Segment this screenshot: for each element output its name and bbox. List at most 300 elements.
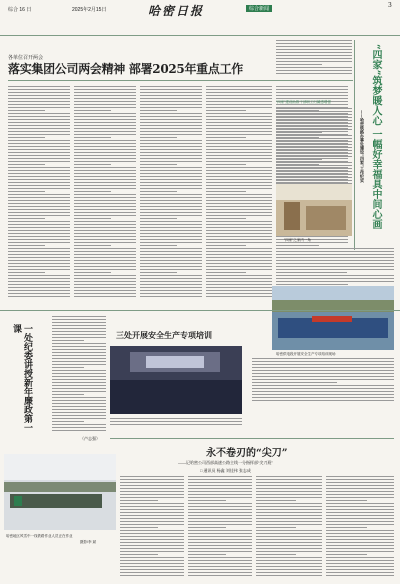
right-body-bottom — [276, 248, 394, 284]
text-line — [74, 104, 136, 105]
text-line — [120, 566, 184, 567]
text-line — [206, 137, 246, 138]
text-line — [140, 227, 202, 228]
text-line — [252, 364, 394, 365]
text-line — [252, 388, 394, 389]
text-line — [206, 158, 272, 159]
text-line — [276, 248, 394, 249]
text-line — [140, 230, 202, 231]
text-line — [74, 155, 136, 156]
text-line — [276, 46, 352, 47]
text-line — [140, 260, 202, 261]
header-bar — [0, 0, 400, 36]
text-line — [8, 227, 70, 228]
text-line — [52, 394, 84, 395]
text-line — [52, 322, 106, 323]
text-line — [206, 212, 272, 213]
text-line — [206, 245, 246, 246]
text-line — [206, 221, 272, 222]
text-line — [8, 98, 70, 99]
text-line — [8, 134, 70, 135]
text-line — [8, 101, 70, 102]
right-vertical-headline: “四家”筑梦暖人心 一幅好幸福具中间心画 — [370, 44, 381, 229]
text-line — [140, 239, 202, 240]
text-line — [206, 251, 272, 252]
text-line — [276, 64, 322, 65]
text-line — [188, 500, 226, 501]
text-line — [140, 266, 202, 267]
text-line — [276, 168, 352, 169]
text-line — [74, 266, 136, 267]
text-line — [52, 325, 106, 326]
text-line — [74, 116, 136, 117]
text-line — [276, 245, 319, 246]
text-line — [74, 296, 136, 297]
text-line — [74, 128, 136, 129]
text-line — [8, 245, 45, 246]
text-line — [326, 530, 394, 531]
text-line — [276, 111, 352, 112]
text-line — [206, 194, 272, 195]
text-line — [206, 128, 272, 129]
text-line — [74, 284, 136, 285]
text-line — [188, 518, 252, 519]
text-line — [120, 476, 184, 477]
text-line — [52, 373, 106, 374]
text-line — [120, 572, 184, 573]
text-line — [8, 122, 70, 123]
text-line — [140, 110, 177, 111]
text-line — [140, 251, 202, 252]
group-photo — [272, 286, 394, 350]
text-line — [140, 290, 202, 291]
text-line — [74, 92, 136, 93]
text-line — [8, 269, 70, 270]
text-line — [206, 266, 272, 267]
text-line — [8, 257, 70, 258]
text-line — [326, 491, 394, 492]
kicker-text: 各单位召开两会 — [8, 55, 44, 61]
text-line — [206, 116, 272, 117]
text-line — [74, 164, 111, 165]
text-line — [206, 224, 272, 225]
text-line — [52, 352, 106, 353]
text-line — [140, 242, 202, 243]
text-line — [276, 156, 352, 157]
text-line — [140, 161, 202, 162]
text-line — [8, 281, 70, 282]
safety-body-side — [110, 418, 242, 428]
text-line — [120, 539, 184, 540]
text-line — [188, 572, 252, 573]
text-line — [140, 182, 202, 183]
text-line — [276, 269, 394, 270]
text-line — [8, 152, 70, 153]
text-line — [206, 110, 246, 111]
group-photo-caption: 哈密供电段开展安全生产专项培训现场 — [276, 352, 336, 356]
text-line — [74, 200, 136, 201]
text-line — [326, 527, 367, 528]
text-line — [74, 197, 136, 198]
text-line — [74, 248, 136, 249]
text-line — [252, 382, 337, 383]
text-line — [140, 158, 202, 159]
text-line — [252, 385, 394, 386]
text-line — [52, 400, 106, 401]
text-line — [206, 296, 272, 297]
text-line — [140, 203, 202, 204]
masthead: 哈密日报 — [148, 4, 205, 18]
four-homes-caption: “四家”之家内一角 — [284, 238, 311, 242]
text-line — [74, 173, 136, 174]
text-line — [120, 554, 158, 555]
text-line — [52, 349, 106, 350]
text-line — [140, 206, 202, 207]
text-line — [52, 427, 106, 428]
text-line — [256, 548, 322, 549]
text-line — [8, 197, 70, 198]
text-line — [206, 293, 272, 294]
text-line — [206, 284, 272, 285]
text-line — [74, 152, 136, 153]
text-line — [256, 569, 322, 570]
text-line — [140, 254, 202, 255]
text-line — [206, 209, 272, 210]
text-line — [206, 131, 272, 132]
text-line — [140, 122, 202, 123]
text-line — [206, 122, 272, 123]
text-line — [326, 542, 394, 543]
text-line — [74, 122, 136, 123]
lead-body-col4 — [206, 86, 272, 300]
text-line — [140, 221, 202, 222]
text-line — [206, 95, 272, 96]
page-number: 综合 16 日 — [8, 7, 32, 13]
text-line — [52, 403, 106, 404]
text-line — [206, 227, 272, 228]
text-line — [8, 251, 70, 252]
text-line — [52, 334, 106, 335]
text-line — [206, 173, 272, 174]
text-line — [206, 86, 272, 87]
text-line — [206, 197, 272, 198]
text-line — [8, 209, 70, 210]
text-line — [74, 158, 136, 159]
text-line — [8, 290, 70, 291]
right-subsection: “四家”建设助推干部职工归属感增强 — [276, 100, 331, 104]
right-body-lower — [252, 358, 394, 404]
text-line — [206, 167, 272, 168]
text-line — [276, 257, 394, 258]
text-line — [252, 391, 394, 392]
text-line — [52, 412, 106, 413]
text-line — [276, 92, 348, 93]
text-line — [326, 539, 394, 540]
text-line — [8, 179, 70, 180]
text-line — [276, 43, 352, 44]
text-line — [120, 557, 184, 558]
text-line — [74, 161, 136, 162]
text-line — [276, 278, 394, 279]
text-line — [252, 361, 394, 362]
text-line — [188, 557, 252, 558]
text-line — [120, 548, 184, 549]
text-line — [276, 120, 352, 121]
text-line — [74, 236, 136, 237]
text-line — [8, 149, 70, 150]
text-line — [276, 159, 322, 160]
text-line — [256, 479, 322, 480]
text-line — [140, 164, 177, 165]
text-line — [188, 482, 252, 483]
text-line — [140, 86, 202, 87]
text-line — [52, 385, 106, 386]
text-line — [188, 488, 252, 489]
text-line — [140, 95, 202, 96]
text-line — [206, 281, 272, 282]
text-line — [326, 482, 394, 483]
text-line — [188, 494, 252, 495]
text-line — [120, 506, 184, 507]
text-line — [120, 482, 184, 483]
text-line — [140, 233, 202, 234]
text-line — [140, 278, 202, 279]
text-line — [8, 167, 70, 168]
text-line — [52, 415, 106, 416]
text-line — [74, 278, 136, 279]
text-line — [276, 129, 352, 130]
text-line — [140, 275, 202, 276]
lead-body-col3 — [140, 86, 202, 300]
text-line — [188, 575, 252, 576]
text-line — [8, 155, 70, 156]
text-line — [120, 491, 184, 492]
text-line — [52, 355, 106, 356]
text-line — [326, 479, 394, 480]
text-line — [74, 101, 136, 102]
text-line — [256, 560, 322, 561]
text-line — [206, 236, 272, 237]
text-line — [188, 515, 252, 516]
text-line — [52, 421, 84, 422]
text-line — [326, 572, 394, 573]
right-feature-box — [354, 40, 394, 250]
text-line — [8, 110, 45, 111]
text-line — [140, 92, 202, 93]
text-line — [206, 254, 272, 255]
text-line — [120, 512, 184, 513]
text-line — [256, 536, 322, 537]
text-line — [326, 575, 394, 576]
text-line — [256, 539, 322, 540]
text-line — [140, 293, 202, 294]
text-line — [188, 563, 252, 564]
text-line — [140, 125, 202, 126]
text-line — [74, 290, 136, 291]
text-line — [74, 230, 136, 231]
text-line — [276, 58, 352, 59]
text-line — [206, 164, 246, 165]
text-line — [52, 358, 106, 359]
text-line — [276, 153, 352, 154]
text-line — [206, 188, 272, 189]
text-line — [326, 548, 394, 549]
text-line — [276, 251, 394, 252]
text-line — [206, 140, 272, 141]
text-line — [252, 376, 394, 377]
safety-training-photo — [110, 346, 242, 414]
text-line — [120, 563, 184, 564]
text-line — [188, 509, 252, 510]
text-line — [188, 506, 252, 507]
text-line — [52, 430, 106, 431]
text-line — [188, 569, 252, 570]
text-line — [256, 503, 322, 504]
text-line — [188, 485, 252, 486]
text-line — [74, 251, 136, 252]
text-line — [74, 146, 136, 147]
text-line — [8, 260, 70, 261]
text-line — [8, 266, 70, 267]
text-line — [74, 125, 136, 126]
text-line — [8, 272, 45, 273]
text-line — [276, 281, 394, 282]
text-line — [74, 293, 136, 294]
text-line — [206, 275, 272, 276]
text-line — [74, 140, 136, 141]
text-line — [256, 497, 322, 498]
text-line — [326, 497, 394, 498]
text-line — [140, 215, 202, 216]
text-line — [188, 533, 252, 534]
text-line — [188, 566, 252, 567]
text-line — [140, 269, 202, 270]
text-line — [206, 125, 272, 126]
text-line — [206, 179, 272, 180]
text-line — [256, 521, 322, 522]
text-line — [256, 485, 322, 486]
text-line — [110, 421, 242, 422]
text-line — [140, 281, 202, 282]
text-line — [74, 218, 111, 219]
text-line — [74, 167, 136, 168]
text-line — [256, 509, 322, 510]
text-line — [74, 269, 136, 270]
text-line — [8, 113, 70, 114]
text-line — [8, 146, 70, 147]
text-line — [188, 512, 252, 513]
text-line — [8, 293, 70, 294]
text-line — [206, 92, 272, 93]
text-line — [276, 275, 394, 276]
text-line — [74, 119, 136, 120]
text-line — [206, 287, 272, 288]
lead-headline: 落实集团公司两会精神 部署2025年重点工作 — [8, 62, 243, 76]
text-line — [140, 296, 202, 297]
text-line — [326, 551, 394, 552]
text-line — [8, 215, 70, 216]
text-line — [206, 104, 272, 105]
text-line — [140, 134, 202, 135]
text-line — [256, 551, 322, 552]
text-line — [256, 530, 322, 531]
text-line — [120, 536, 184, 537]
text-line — [74, 86, 136, 87]
text-line — [326, 524, 394, 525]
text-line — [52, 328, 106, 329]
left-column-box — [4, 316, 50, 434]
text-line — [206, 230, 272, 231]
text-line — [52, 376, 106, 377]
text-line — [326, 509, 394, 510]
text-line — [276, 67, 352, 68]
text-line — [74, 89, 136, 90]
text-line — [140, 245, 177, 246]
text-line — [276, 52, 352, 53]
text-line — [276, 70, 352, 71]
text-line — [52, 319, 106, 320]
text-line — [8, 218, 45, 219]
text-line — [74, 113, 136, 114]
text-line — [140, 170, 202, 171]
text-line — [8, 230, 70, 231]
text-line — [74, 209, 136, 210]
bottom-byline: □ 通讯员 杨鑫 刘佳伟 张志成 — [200, 468, 251, 473]
text-line — [8, 170, 70, 171]
text-line — [256, 533, 322, 534]
text-line — [188, 491, 252, 492]
text-line — [276, 260, 394, 261]
lead-rule — [8, 80, 353, 81]
bottom-body-col1 — [120, 476, 184, 578]
text-line — [52, 316, 106, 317]
text-line — [256, 572, 322, 573]
text-line — [256, 500, 296, 501]
text-line — [252, 370, 394, 371]
text-line — [74, 233, 136, 234]
text-line — [206, 98, 272, 99]
text-line — [140, 197, 202, 198]
text-line — [8, 221, 70, 222]
text-line — [256, 482, 322, 483]
text-line — [140, 128, 202, 129]
text-line — [326, 515, 394, 516]
text-line — [206, 149, 272, 150]
text-line — [206, 161, 272, 162]
text-line — [140, 107, 202, 108]
text-line — [52, 382, 106, 383]
text-line — [206, 269, 272, 270]
text-line — [8, 233, 70, 234]
text-line — [276, 98, 348, 99]
left-body — [52, 316, 106, 434]
text-line — [326, 554, 367, 555]
text-line — [8, 239, 70, 240]
bottom-body-col2 — [188, 476, 252, 578]
text-line — [206, 263, 272, 264]
text-line — [140, 173, 202, 174]
text-line — [74, 272, 111, 273]
text-line — [140, 98, 202, 99]
right-body-mid — [276, 108, 352, 188]
text-line — [276, 141, 352, 142]
text-line — [326, 545, 394, 546]
text-line — [252, 400, 394, 401]
text-line — [256, 476, 322, 477]
text-line — [140, 284, 202, 285]
text-line — [52, 337, 106, 338]
text-line — [74, 98, 136, 99]
